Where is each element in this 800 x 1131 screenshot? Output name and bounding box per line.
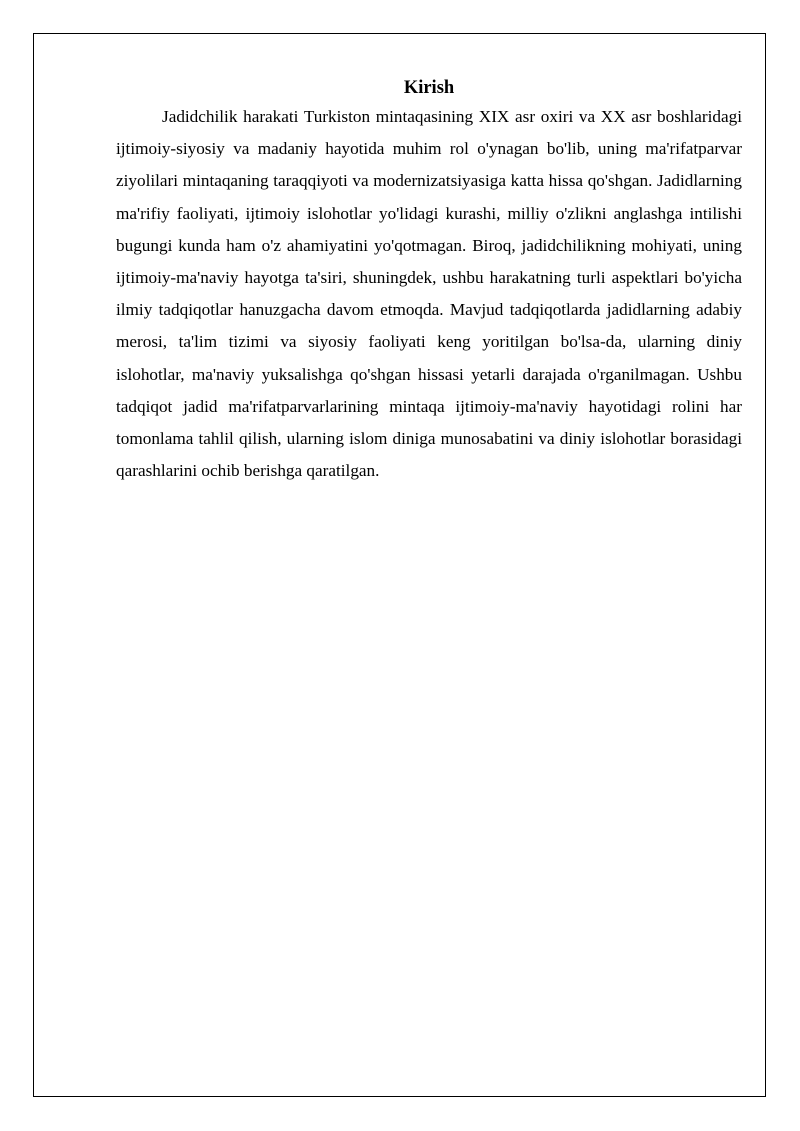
intro-paragraph: Jadidchilik harakati Turkiston mintaqasining XIX asr oxiri va XX asr boshlaridagi ijtimoiy-siyosiy va madaniy hayotida muhim rol o'ynagan bo'lib, uning ma'rifatparvar ziyolilari mintaqaning taraqqiyoti va modernizatsiyasiga katta hissa qo'shgan. Jadidlarning ma'rifiy faoliyati, ijtimoiy islohotlar yo'lidagi kurashi, milliy o'zlikni anglashga intilishi bugungi kunda ham o'z ahamiyatini yo'qotmagan. Biroq, jadidchilikning mohiyati, uning ijtimoiy-ma'naviy hayotga ta'siri, shuningdek, ushbu harakatning turli aspektlari bo'yicha ilmiy tadqiqotlar hanuzgacha davom etmoqda. Mavjud tadqiqotlarda jadidlarning adabiy merosi, ta'lim tizimi va siyosiy faoliyati keng yoritilgan bo'lsa-da, ularning diniy islohotlar, ma'naviy yuksalishga qo'shgan hissasi yetarli darajada o'rganilmagan. Ushbu tadqiqot jadid ma'rifatparvarlarining mintaqa ijtimoiy-ma'naviy hayotidagi rolini har tomonlama tahlil qilish, ularning islom diniga munosabatini va diniy islohotlar borasidagi qarashlarini ochib berishga qaratilgan.	[116, 107, 742, 481]
document-body	[116, 76, 742, 487]
document-title: Kirish	[403, 78, 455, 98]
